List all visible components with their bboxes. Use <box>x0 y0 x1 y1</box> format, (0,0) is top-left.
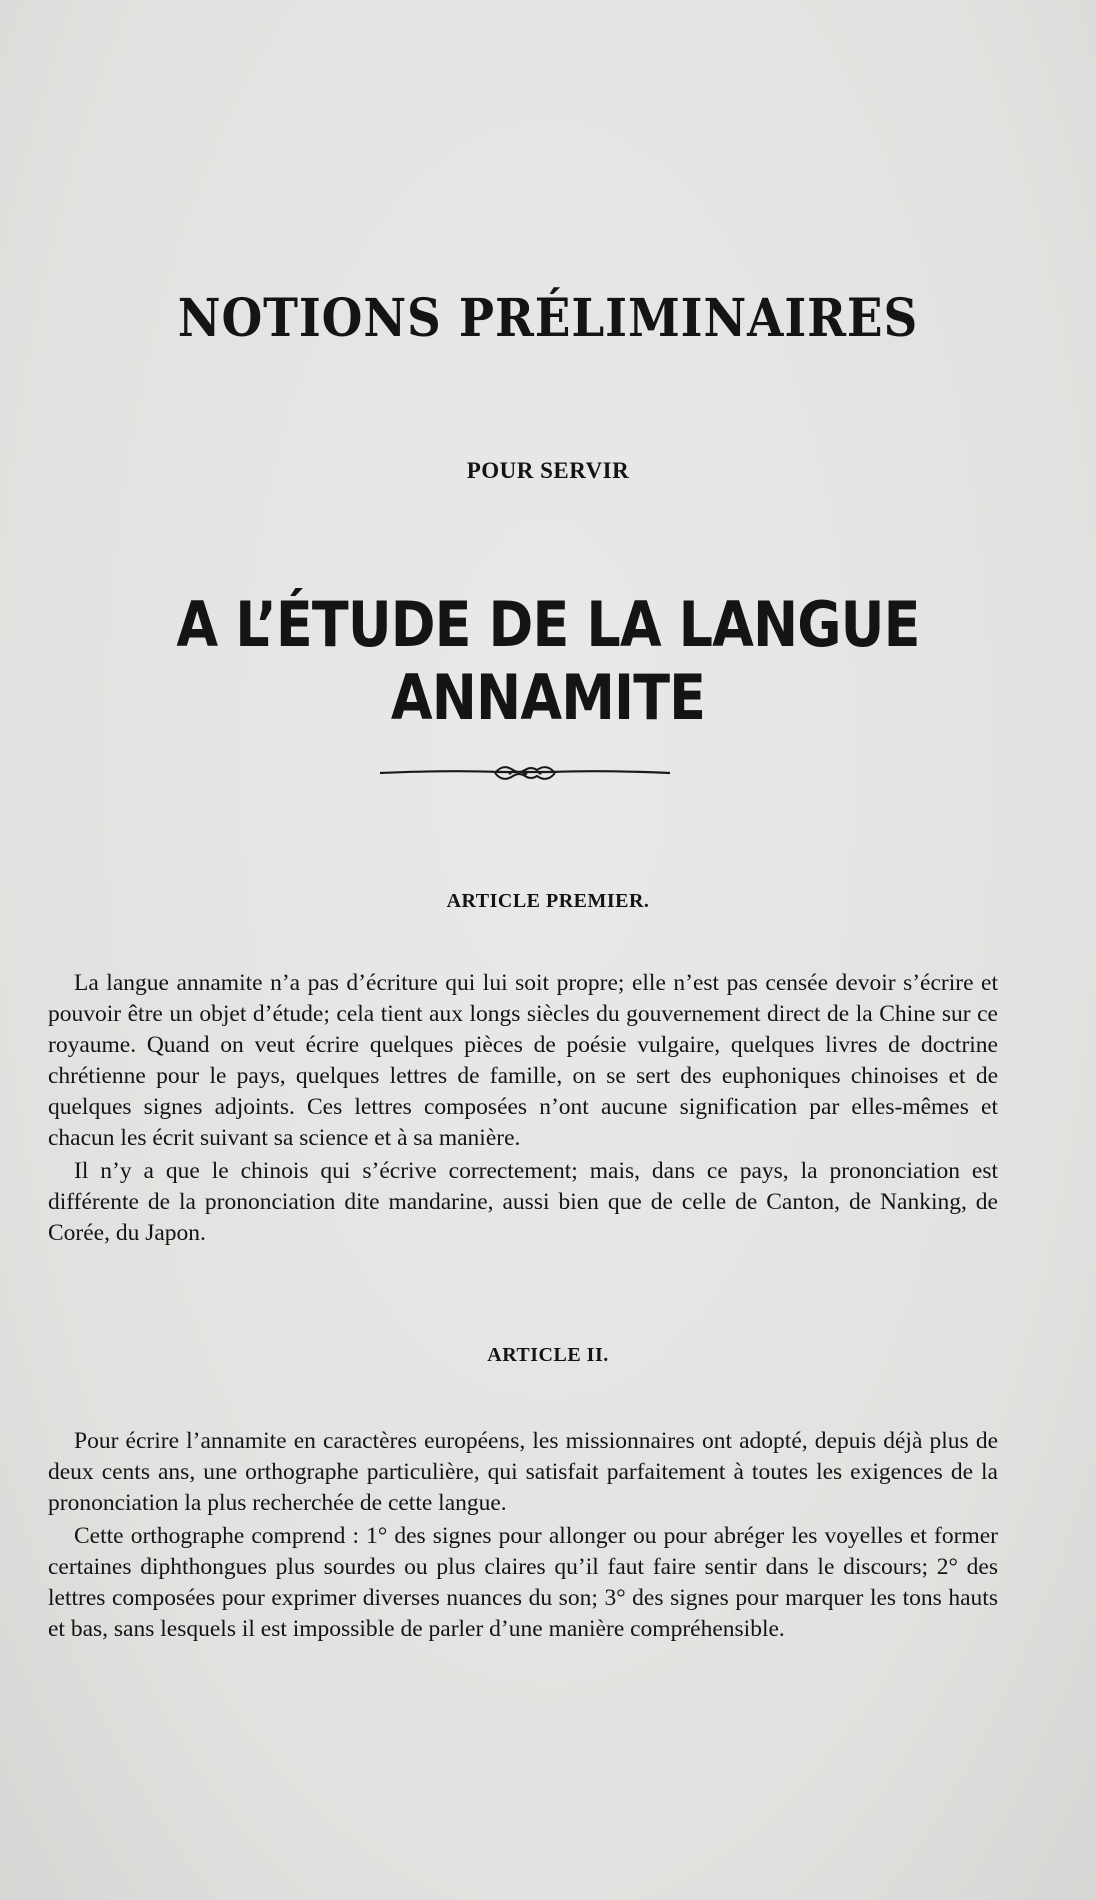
main-title: A L’ÉTUDE DE LA LANGUE ANNAMITE <box>176 588 920 734</box>
paragraph: Cette orthographe comprend : 1° des signes pour allonger ou pour abréger les voyelles et former certaines diphthongues plus sourdes ou plus claires qu’il faut faire sentir dans le discours; 2° des lettres composées pour exprimer diverses nuances du son; 3° des signes pour marquer les tons hauts et bas, sans lesquels il est impossible de parler d’une manière compréhensible. <box>48 1523 998 1642</box>
article-2-body <box>48 1426 998 1647</box>
paragraph: Pour écrire l’annamite en caractères européens, les missionnaires ont adopté, depuis déjà plus de deux cents ans, une orthographe particulière, qui satisfait parfaitement à toutes les exigences de la prononciation la plus recherchée de cette langue. <box>48 1428 998 1516</box>
paragraph: Il n’y a que le chinois qui s’écrive correctement; mais, dans ce pays, la prononciation est différente de la prononciation dite mandarine, aussi bien que de celle de Canton, de Nanking, de Corée, du Japon. <box>48 1158 998 1246</box>
article-heading: ARTICLE II. <box>487 1344 609 1366</box>
page-title: NOTIONS PRÉLIMINAIRES <box>177 288 919 349</box>
article-1-body <box>48 968 998 1251</box>
ornament-divider-icon <box>380 758 670 788</box>
page-subtitle: POUR SERVIR <box>466 458 630 483</box>
paragraph: La langue annamite n’a pas d’écriture qui lui soit propre; elle n’est pas censée devoir s’écrire et pouvoir être un objet d’étude; cela tient aux longs siècles du gouvernement direct de la Chine sur ce royaume. Quand on veut écrire quelques pièces de poésie vulgaire, quelques livres de doctrine chrétienne pour le pays, quelques lettres de famille, on se sert des euphoniques chinoises et de quelques signes adjoints. Ces lettres composées n’ont aucune signification par elles-mêmes et chacun les écrit suivant sa science et à sa manière. <box>48 970 998 1151</box>
article-heading: ARTICLE PREMIER. <box>446 890 650 912</box>
